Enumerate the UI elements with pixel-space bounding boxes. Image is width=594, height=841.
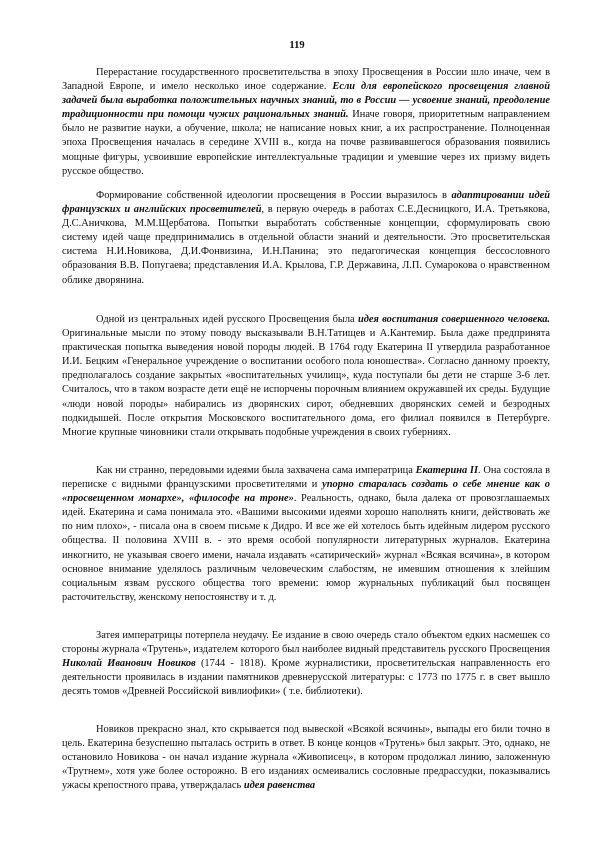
emphasis-text: упорно старалась создать о себе мнение как о «просвещенном монархе», «философе на троне» [62, 479, 550, 505]
emphasis-text: Екатерина II [415, 465, 479, 476]
page-number: 119 [289, 40, 305, 51]
emphasis-text: идея равенства [243, 780, 316, 792]
text-run: . Реальность, однако, была далека от провозглашаемых идей. Екатерина и сама понимала это. «Вашими высокими идеями хорошо наполнять книги, действовать же по ним плохо», - писала она в своем письме к Дидро. И все же ей хотелось быть идейным лидером русского общества. II половина XVIII в. - это время особой популярности литературных журналов. Екатерина инкогнито, не указывая своего имени, начала издавать «сатирический» журнал «Всякая всячина», в котором основное внимание уделялось различным человеческим слабостям, не имевшим отношения к злейшим социальным язвам русского общества того времени: юмор журнальных публикаций был посвящен расточительству, женскому непостоянству и т. д. [62, 493, 550, 603]
text-run: Перерастание государственного просветительства в эпоху Просвещения в России шло иначе, чем в Западной Европе, и имело несколько иное содержание. [62, 67, 550, 93]
text-run: Новиков прекрасно знал, кто скрывается под вывеской «Всякой всячины», выпады его били точно в цель. Екатерина безуспешно пыталась острить в ответ. В конце концов «Трутень» был закрыт. Это, однако, не остановило Новикова - он начал издание журнала «Живописец», в котором продолжал линию, заложенную «Трутнем», хотя уже более осторожно. В его изданиях осмеивались сословные предрассудки, показывались ужасы крепостного права, утверждалась [62, 724, 550, 792]
emphasis-text: идея воспитания совершенного человека. [357, 314, 550, 325]
paragraph-own-ideology [62, 189, 550, 288]
paragraph-enlightenment-in-russia [62, 66, 550, 179]
emphasis-text: Если для европейского просвещения главной задачей была выработка положительных научных знаний, то в России — усвоение знаний, преодоление традиционности при помощи чужих рациональных знаний. [62, 81, 550, 121]
paragraph-perfect-person [62, 313, 550, 440]
text-run: Как ни странно, передовыми идеями была захвачена сама императрица [96, 465, 416, 476]
text-run: . Она состояла в переписке с видными французскими просветителями и [62, 465, 550, 491]
paragraph-vsyakaya-vsyachina [62, 723, 550, 793]
emphasis-text: Николай Иванович Новиков [62, 658, 196, 670]
emphasis-text: адаптировании идей французских и английских просветителей [62, 190, 551, 216]
text-run: Оригинальные мысли по этому поводу высказывали В.Н.Татищев и А.Кантемир. Была даже предпринята практическая попытка выведения новой породы людей. В 1764 году Екатерина II утвердила разработанное И.И. Бецким «Генеральное учреждение о воспитании особого пола юношества». Согласно данному проекту, предполагалось создание закрытых «воспитательных училищ», куда поступали бы дети не старше 3-6 лет. Считалось, что в таком возрасте дети ещё не испорчены порочным влиянием окружавшей их среды. Будущие «люди новой породы» набирались из дворянских сирот, обедневших дворянских семей и безродных подкидышей. После открытия Московского воспитательного дома, его филиал появился в Петербурге. Многие крупные чиновники стали открывать подобные учреждения в своих губерниях. [62, 328, 550, 438]
paragraph-catherine-ii [62, 464, 550, 605]
text-run: Формирование собственной идеологии просвещения в России выразилось в [96, 190, 452, 201]
text-run: (1744 - 1818). Кроме журналистики, просветительская направленность его деятельности проявилась в издании памятников древнерусской литературы: с 1773 по 1775 г. в свет вышло десять томов «Древней Российской вивлиофики» ( т.е. библиотеки). [62, 658, 551, 698]
text-run: Затея императрицы потерпела неудачу. Ее издание в свою очередь стало объектом едких насмешек со стороны журнала «Трутень», издателем которого был наиболее видный представитель русского Просвещения [62, 630, 550, 656]
text-run: , в первую очередь в работах С.Е.Десницкого, И.А. Третьякова, Д.С.Аничкова, М.М.Щербатова. Попытки выработать собственные концепции, сформулировать свою систему идей чаще предпринимались в отдельной области знаний и деятельности. Это просветительская система Н.И.Новикова, Д.И.Фонвизина, И.Н.Панина; это педагогическая концепция бессословного образования В.В. Попугаева; представления И.А. Крылова, Г.Р. Державина, Л.П. Сумарокова о нравственном облике дворянина. [62, 204, 550, 286]
text-run: Иначе говоря, приоритетным направлением было не развитие науки, а обучение, школа; не написание новых книг, а их распространение. Полноценная эпоха Просвещения началась в середине XVIII в., когда на почве развивавшегося образования появились мощные фигуры, усвоившие европейские интеллектуальные традиции и умевшие через их призму видеть русское общество. [62, 109, 550, 177]
paragraph-novikov [62, 629, 550, 699]
text-run: Одной из центральных идей русского Просвещения была [96, 314, 358, 325]
